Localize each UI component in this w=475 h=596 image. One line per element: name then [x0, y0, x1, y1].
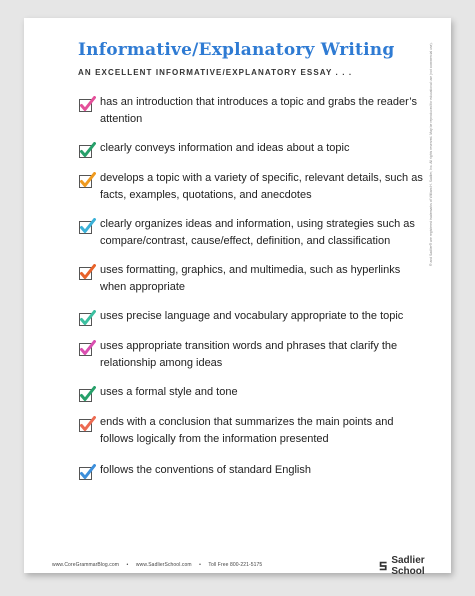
- checkbox-checked-icon: [78, 218, 96, 236]
- page-title: Informative/Explanatory Writing: [78, 40, 395, 60]
- checkbox-checked-icon: [78, 264, 96, 282]
- sadlier-logo-icon: [378, 559, 388, 573]
- checkbox-checked-icon: [78, 172, 96, 190]
- checkbox-checked-icon: [78, 464, 96, 482]
- checklist: [78, 94, 423, 482]
- sadlier-logo-text: Sadlier School: [391, 555, 425, 577]
- footer-phone: Toll Free 800-221-5175: [208, 562, 263, 568]
- page-subtitle: AN EXCELLENT INFORMATIVE/EXPLANATORY ESSAY . . .: [78, 68, 353, 77]
- checklist-item-text: uses formatting, graphics, and multimedia, such as hyperlinks when appropriate: [100, 264, 401, 293]
- checkbox-checked-icon: [78, 340, 96, 358]
- checklist-item-text: follows the conventions of standard English: [100, 464, 311, 476]
- checklist-item-text: develops a topic with a variety of specific, relevant details, such as facts, examples, quotations, and anecdotes: [100, 172, 423, 201]
- checkbox-checked-icon: [78, 386, 96, 404]
- footer-separator: •: [126, 562, 129, 568]
- footer-separator: •: [199, 562, 201, 568]
- footer-link-coregrammarblog[interactable]: www.CoreGrammarBlog.com: [52, 562, 120, 568]
- checklist-item: [78, 384, 423, 404]
- footer-links: [52, 562, 268, 568]
- checklist-item-text: has an introduction that introduces a topic and grabs the reader’s attention: [100, 96, 417, 125]
- checklist-item-text: ends with a conclusion that summarizes the main points and follows logically from the information presented: [100, 416, 394, 445]
- footer-link-sadlierschool[interactable]: www.SadlierSchool.com: [135, 562, 192, 568]
- worksheet-page: [24, 18, 451, 577]
- checklist-item: [78, 170, 423, 204]
- checklist-item: [78, 462, 423, 482]
- checklist-item-text: clearly organizes ideas and information, using strategies such as compare/contrast, cause/effect, definition, and classification: [100, 218, 415, 247]
- sadlier-logo: [378, 555, 451, 577]
- checkbox-checked-icon: [78, 96, 96, 114]
- checklist-item: [78, 262, 423, 296]
- checkbox-checked-icon: [78, 416, 96, 434]
- checklist-item: [78, 94, 423, 128]
- checkbox-checked-icon: [78, 142, 96, 160]
- checklist-item: [78, 338, 423, 372]
- checklist-item-text: uses appropriate transition words and phrases that clarify the relationship among ideas: [100, 340, 398, 369]
- checklist-item: [78, 308, 423, 328]
- checkbox-checked-icon: [78, 310, 96, 328]
- checklist-item-text: uses a formal style and tone: [100, 386, 238, 398]
- checklist-item-text: clearly conveys information and ideas about a topic: [100, 142, 350, 154]
- checklist-item: [78, 216, 423, 250]
- copyright-note: ® and Sadlier® are registered trademarks of William H. Sadlier, Inc. All rights reserved. May be reproduced for educational use (not commercial use).: [429, 42, 433, 266]
- checklist-item: [78, 140, 423, 160]
- checklist-item: [78, 414, 423, 448]
- checklist-item-text: uses precise language and vocabulary appropriate to the topic: [100, 310, 404, 322]
